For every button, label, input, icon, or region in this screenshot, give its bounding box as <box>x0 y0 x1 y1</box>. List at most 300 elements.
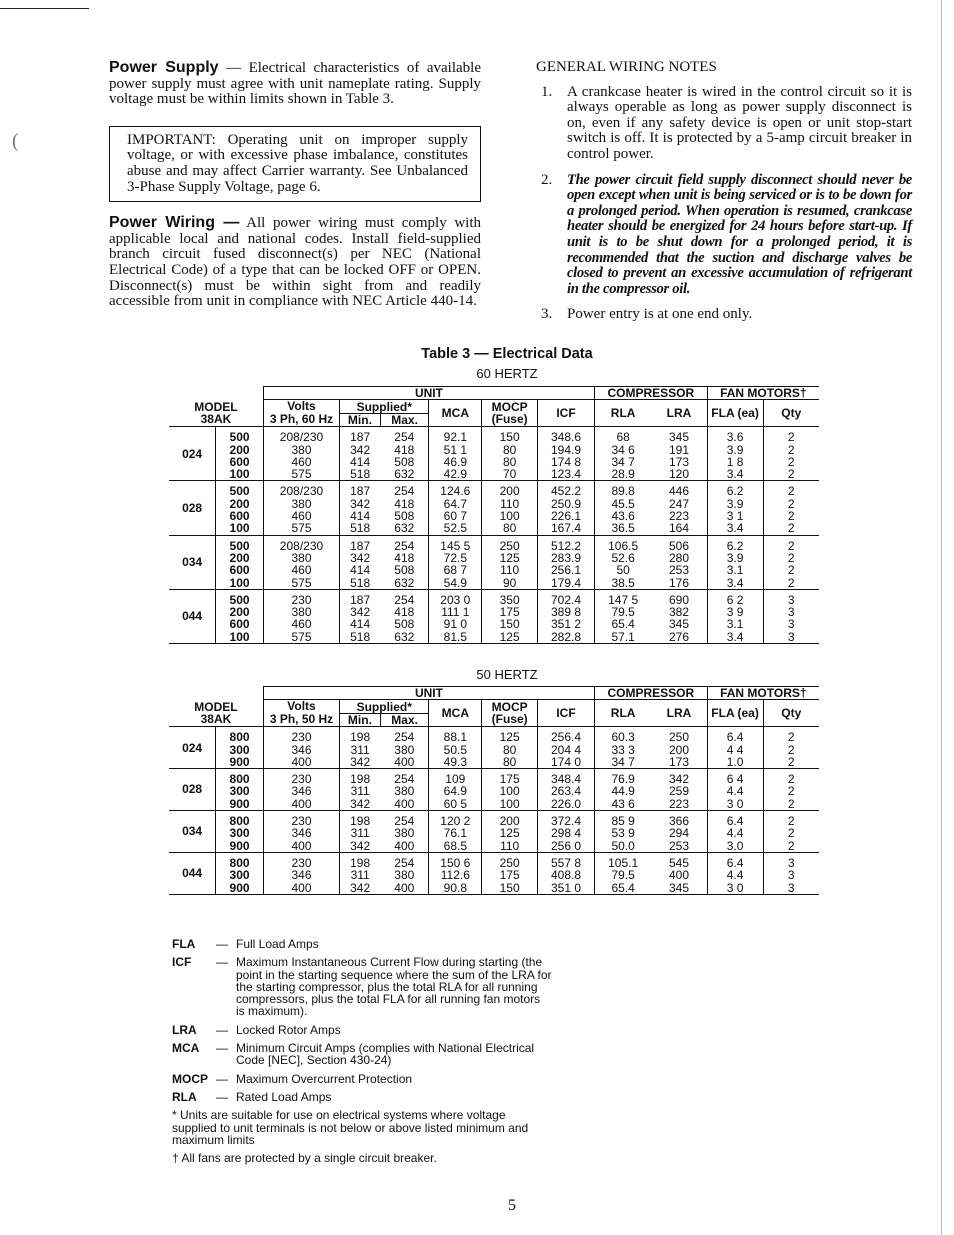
margin-mark: ( <box>12 130 19 152</box>
cell-value: 226.0 <box>550 796 582 811</box>
cell-value: 460 <box>291 454 312 469</box>
cell-value: 176 <box>668 575 689 590</box>
cell-value: 2 <box>787 430 795 445</box>
cell-value: 230 <box>291 814 312 829</box>
cell-value: 208/230 <box>279 538 324 553</box>
cell-value: 79.5 <box>611 868 635 883</box>
cell-value: 100 <box>499 784 520 799</box>
cell-value: 351 0 <box>550 880 582 895</box>
code-cell <box>216 589 264 643</box>
cell-value: 452.2 <box>550 484 582 499</box>
cell-value: 2 <box>787 484 795 499</box>
top-rule <box>0 8 89 9</box>
mocp-cell <box>482 481 538 535</box>
cell-value: 259 <box>668 784 689 799</box>
cell-value: 145 5 <box>440 538 471 553</box>
lra-cell <box>651 811 707 853</box>
icf-cell <box>538 481 595 535</box>
cell-value: 600 <box>229 563 250 578</box>
cell-value: 120 <box>668 467 689 482</box>
cell-value: 198 <box>350 730 371 745</box>
unit-header: UNIT <box>263 687 594 700</box>
cell-value: 254 <box>394 772 415 787</box>
cell-value: 2 <box>787 550 795 565</box>
cell-value: 366 <box>668 814 689 829</box>
fla-cell <box>707 769 763 811</box>
cell-value: 105.1 <box>608 855 639 870</box>
cell-value: 400 <box>394 796 415 811</box>
supplied-subheaders <box>340 414 428 426</box>
table-row <box>169 727 819 769</box>
cell-value: 60 5 <box>443 796 467 811</box>
cell-value: 600 <box>229 509 250 524</box>
cell-value: 230 <box>291 772 312 787</box>
mocp-sub: (Fuse) <box>491 712 528 727</box>
cell-value: 518 <box>350 521 371 536</box>
volts-sub: 3 Ph, 50 Hz <box>269 712 334 727</box>
cell-value: 342 <box>350 796 371 811</box>
cell-value: 38.5 <box>611 575 635 590</box>
cell-value: 3.1 <box>726 563 744 578</box>
cell-value: 125 <box>499 826 520 841</box>
cell-value: 6.4 <box>726 814 744 829</box>
cell-value: 76.1 <box>443 826 467 841</box>
cell-value: 256.1 <box>550 563 582 578</box>
volts-header <box>263 700 339 727</box>
note-number: 1. <box>541 83 553 100</box>
cell-value: 120 2 <box>440 814 471 829</box>
max-cell <box>380 811 429 853</box>
cell-value: 51 1 <box>443 442 467 457</box>
mca-cell <box>429 481 482 535</box>
page-number: 5 <box>508 1197 516 1214</box>
cell-value: 109 <box>445 772 466 787</box>
cell-value: 300 <box>229 868 250 883</box>
fla-header: FLA (ea) <box>707 700 763 727</box>
cell-value: 253 <box>668 563 689 578</box>
legend-key: FLA <box>172 937 196 951</box>
qty-cell <box>763 769 819 811</box>
note-text: A crankcase heater is wired in the control circuit so it is always operable as long as power supply disconnect is on, even if any safety device is open or unit stop-start switch is off. It is protected by a 5-amp circuit breaker in control power. <box>567 83 912 162</box>
cell-value: 300 <box>229 784 250 799</box>
cell-value: 164 <box>668 521 689 536</box>
max-cell <box>380 481 429 535</box>
cell-value: 545 <box>668 855 689 870</box>
qty-cell <box>763 535 819 589</box>
cell-value: 298 4 <box>550 826 582 841</box>
mocp-cell <box>482 535 538 589</box>
cell-value: 418 <box>394 605 415 620</box>
mca-header: MCA <box>429 700 482 727</box>
cell-value: 200 <box>229 605 250 620</box>
cell-value: 702.4 <box>550 592 582 607</box>
note-text: Power entry is at one end only. <box>567 306 753 323</box>
cell-value: 518 <box>350 629 371 644</box>
mocp-label: MOCP <box>491 400 528 415</box>
cell-value: 632 <box>394 629 415 644</box>
cell-value: 342 <box>350 550 371 565</box>
cell-value: 460 <box>291 509 312 524</box>
cell-value: 254 <box>394 592 415 607</box>
cell-value: 2 <box>787 563 795 578</box>
cell-value: 49.3 <box>443 754 467 769</box>
legend-dash: — <box>216 1041 228 1056</box>
cell-value: 389 8 <box>550 605 582 620</box>
compressor-header: COMPRESSOR <box>594 687 707 700</box>
cell-value: 351 2 <box>550 617 582 632</box>
cell-value: 380 <box>394 742 415 757</box>
cell-value: 512.2 <box>550 538 582 553</box>
cell-value: 187 <box>350 484 371 499</box>
mocp-cell <box>482 811 538 853</box>
lra-header: LRA <box>651 400 707 427</box>
fla-cell <box>707 811 763 853</box>
cell-value: 112.6 <box>440 868 470 883</box>
cell-value: 42.9 <box>443 467 467 482</box>
cell-value: 76.9 <box>611 772 635 787</box>
cell-value: 254 <box>394 814 415 829</box>
volts-label: Volts <box>287 399 316 414</box>
cell-value: 1 8 <box>726 454 744 469</box>
cell-value: 500 <box>229 538 250 553</box>
max-cell <box>380 427 429 481</box>
cell-value: 342 <box>350 496 371 511</box>
cell-value: 85 9 <box>611 814 635 829</box>
cell-value: 187 <box>350 430 371 445</box>
cell-value: 4.4 <box>726 826 744 841</box>
model-cell: 024 <box>169 727 216 769</box>
cell-value: 342 <box>350 880 371 895</box>
cell-value: 45.5 <box>611 496 635 511</box>
legend-text: Maximum Overcurrent Protection <box>236 1071 413 1086</box>
min-cell <box>340 481 381 535</box>
cell-value: 33 3 <box>611 742 635 757</box>
min-header: Min. <box>340 714 381 726</box>
legend-item <box>172 1024 552 1036</box>
cell-value: 380 <box>291 442 312 457</box>
cell-value: 400 <box>668 868 689 883</box>
cell-value: 167.4 <box>550 521 582 536</box>
cell-value: 506 <box>668 538 689 553</box>
fla-cell <box>707 589 763 643</box>
cell-value: 34 7 <box>611 454 635 469</box>
cell-value: 2 <box>787 496 795 511</box>
note-text: The power circuit field supply disconnect should never be open except when unit is being serviced or is to be down for a prolonged period. When operation is resumed, crankcase heater should be energized for 24 hours before start-up. If unit is to be shut down for a prolonged period, it is recommended that the suction and discharge valves be closed to prevent an excessive accumulation of refrigerant in the compressor oil. <box>567 171 912 297</box>
cell-value: 80 <box>502 521 517 536</box>
table-row <box>169 481 819 535</box>
cell-value: 65.4 <box>611 617 635 632</box>
cell-value: 230 <box>291 730 312 745</box>
cell-value: 3 <box>787 605 795 620</box>
cell-value: 900 <box>229 880 250 895</box>
legend-item <box>172 938 552 950</box>
cell-value: 311 <box>350 868 370 883</box>
cell-value: 6 4 <box>726 772 744 787</box>
table-row <box>169 811 819 853</box>
cell-value: 280 <box>668 550 689 565</box>
cell-value: 632 <box>394 521 415 536</box>
cell-value: 254 <box>394 430 415 445</box>
code-cell <box>216 852 264 894</box>
right-column <box>536 60 912 333</box>
code-cell <box>216 481 264 535</box>
cell-value: 518 <box>350 575 371 590</box>
footnote-star: * Units are suitable for use on electrical systems where voltage supplied to unit terminals is not below or above listed minimum and maximum limits <box>172 1108 529 1147</box>
cell-value: 250 <box>499 855 520 870</box>
power-wiring-paragraph <box>109 215 481 310</box>
cell-value: 400 <box>291 754 312 769</box>
max-cell <box>380 535 429 589</box>
cell-value: 64.7 <box>443 496 467 511</box>
code-cell <box>216 535 264 589</box>
rla-cell <box>594 589 651 643</box>
cell-value: 800 <box>229 855 250 870</box>
cell-value: 400 <box>394 838 415 853</box>
rla-cell <box>594 427 651 481</box>
cell-value: 1.0 <box>726 754 744 769</box>
legend-text: Full Load Amps <box>236 937 319 951</box>
cell-value: 150 <box>499 430 520 445</box>
cell-value: 54.9 <box>443 575 467 590</box>
cell-value: 173 <box>668 754 689 769</box>
cell-value: 3 9 <box>726 605 744 620</box>
cell-value: 256.4 <box>550 730 582 745</box>
supplied-label: Supplied* <box>340 401 428 414</box>
cell-value: 150 6 <box>440 855 471 870</box>
general-wiring-notes-title: GENERAL WIRING NOTES <box>536 59 717 75</box>
model-cell: 028 <box>169 769 216 811</box>
legend-key: MCA <box>172 1041 200 1056</box>
cell-value: 800 <box>229 772 250 787</box>
legend-item <box>172 1073 552 1085</box>
mca-cell <box>429 589 482 643</box>
lra-cell <box>651 427 707 481</box>
cell-value: 400 <box>394 880 415 895</box>
mocp-cell <box>482 727 538 769</box>
cell-value: 72.5 <box>443 550 467 565</box>
cell-value: 380 <box>291 605 312 620</box>
fla-header: FLA (ea) <box>707 400 763 427</box>
unit-header: UNIT <box>263 387 594 400</box>
legend-text: Minimum Circuit Amps (complies with National Electrical Code [NEC], Section 430-24) <box>236 1041 535 1068</box>
icf-header: ICF <box>538 400 595 427</box>
rla-cell <box>594 769 651 811</box>
cell-value: 125 <box>499 550 520 565</box>
max-header: Max. <box>391 712 418 727</box>
cell-value: 88.1 <box>443 730 467 745</box>
cell-value: 414 <box>350 563 371 578</box>
cell-value: 3 0 <box>726 796 744 811</box>
legend-key: MOCP <box>172 1071 208 1086</box>
rla-cell <box>594 535 651 589</box>
cell-value: 79.5 <box>611 605 635 620</box>
cell-value: 43 6 <box>611 796 635 811</box>
cell-value: 600 <box>229 617 250 632</box>
cell-value: 346 <box>291 742 312 757</box>
model-header-label: MODEL <box>194 699 238 714</box>
model-header <box>169 687 263 727</box>
cell-value: 230 <box>291 592 312 607</box>
volts-cell <box>263 589 339 643</box>
cell-value: 3 <box>787 868 795 883</box>
fla-cell <box>707 481 763 535</box>
cell-value: 60 7 <box>443 509 467 524</box>
cell-value: 263.4 <box>550 784 582 799</box>
cell-value: 247 <box>668 496 689 511</box>
icf-cell <box>538 727 595 769</box>
max-header: Max. <box>391 412 418 427</box>
cell-value: 110 <box>500 496 520 511</box>
rla-header: RLA <box>594 700 651 727</box>
qty-cell <box>763 811 819 853</box>
model-header-label: MODEL <box>194 399 238 414</box>
mocp-cell <box>482 769 538 811</box>
cell-value: 414 <box>350 454 371 469</box>
cell-value: 68 7 <box>443 563 467 578</box>
cell-value: 44.9 <box>611 784 635 799</box>
cell-value: 282.8 <box>550 629 582 644</box>
cell-value: 2 <box>787 730 795 745</box>
cell-value: 600 <box>229 454 250 469</box>
cell-value: 508 <box>394 563 415 578</box>
cell-value: 3.9 <box>726 496 744 511</box>
cell-value: 150 <box>499 617 520 632</box>
cell-value: 100 <box>229 629 250 644</box>
icf-cell <box>538 811 595 853</box>
cell-value: 300 <box>229 826 250 841</box>
cell-value: 80 <box>502 442 517 457</box>
fan-motors-header: FAN MOTORS† <box>707 387 819 400</box>
cell-value: 68 <box>616 430 630 445</box>
legend-list <box>172 938 552 1103</box>
rla-cell <box>594 811 651 853</box>
cell-value: 3 1 <box>726 509 744 524</box>
min-cell <box>340 535 381 589</box>
cell-value: 418 <box>394 442 415 457</box>
volts-header <box>263 400 339 427</box>
important-box: IMPORTANT: Operating unit on improper supply voltage, or with excessive phase imbalance, constitutes abuse and may affect Carrier warranty. See Unbalanced 3-Phase Supply Voltage, page 6. <box>109 126 481 202</box>
cell-value: 254 <box>394 730 415 745</box>
fan-motors-header: FAN MOTORS† <box>707 687 819 700</box>
mca-cell <box>429 769 482 811</box>
cell-value: 2 <box>787 814 795 829</box>
volts-cell <box>263 727 339 769</box>
cell-value: 372.4 <box>550 814 582 829</box>
cell-value: 557 8 <box>550 855 582 870</box>
lra-cell <box>651 535 707 589</box>
cell-value: 2 <box>787 575 795 590</box>
cell-value: 194.9 <box>550 442 582 457</box>
cell-value: 100 <box>229 575 250 590</box>
supplied-header <box>340 700 429 727</box>
cell-value: 100 <box>499 796 520 811</box>
mca-header: MCA <box>429 400 482 427</box>
mca-cell <box>429 811 482 853</box>
cell-value: 60.3 <box>611 730 635 745</box>
wiring-note <box>536 173 912 298</box>
cell-value: 575 <box>291 575 312 590</box>
max-cell <box>380 589 429 643</box>
cell-value: 200 <box>668 742 689 757</box>
mca-cell <box>429 535 482 589</box>
cell-value: 4.4 <box>726 868 744 883</box>
cell-value: 92.1 <box>443 430 467 445</box>
icf-cell <box>538 769 595 811</box>
page-edge <box>941 0 942 1235</box>
rla-cell <box>594 481 651 535</box>
cell-value: 342 <box>668 772 689 787</box>
cell-value: 3.4 <box>726 629 744 644</box>
model-cell: 044 <box>169 589 216 643</box>
cell-value: 276 <box>668 629 689 644</box>
min-cell <box>340 769 381 811</box>
cell-value: 342 <box>350 605 371 620</box>
lra-cell <box>651 852 707 894</box>
cell-value: 460 <box>291 617 312 632</box>
cell-value: 200 <box>499 484 520 499</box>
footnote-dagger: † All fans are protected by a single circuit breaker. <box>172 1151 437 1166</box>
lra-cell <box>651 589 707 643</box>
cell-value: 3.4 <box>726 521 744 536</box>
cell-value: 380 <box>291 550 312 565</box>
cell-value: 311 <box>350 826 370 841</box>
rla-cell <box>594 852 651 894</box>
mocp-header <box>482 400 538 427</box>
note-number: 3. <box>541 306 553 323</box>
table-row <box>169 535 819 589</box>
electrical-data-table-60hz <box>169 386 819 644</box>
cell-value: 2 <box>787 826 795 841</box>
min-cell <box>340 811 381 853</box>
mocp-header <box>482 700 538 727</box>
cell-value: 3.4 <box>726 467 744 482</box>
cell-value: 53 9 <box>611 826 635 841</box>
cell-value: 518 <box>350 467 371 482</box>
wiring-note <box>536 85 912 163</box>
cell-value: 2 <box>787 509 795 524</box>
qty-cell <box>763 481 819 535</box>
cell-value: 900 <box>229 754 250 769</box>
mca-cell <box>429 727 482 769</box>
fla-cell <box>707 535 763 589</box>
cell-value: 254 <box>394 484 415 499</box>
cell-value: 345 <box>668 880 689 895</box>
cell-value: 350 <box>499 592 520 607</box>
cell-value: 125 <box>499 730 520 745</box>
cell-value: 90.8 <box>443 880 467 895</box>
cell-value: 175 <box>499 772 520 787</box>
cell-value: 52.5 <box>443 521 467 536</box>
cell-value: 283.9 <box>550 550 582 565</box>
power-wiring-text: All power wiring must comply with applicable local and national codes. Install field-supplied branch circuit fused disconnect(s) per NEC (National Electrical Code) of a type that can be locked OFF or OPEN. Disconnect(s) must be within sight from and readily accessible from unit in compliance with NEC Article 440-14. <box>109 215 482 310</box>
cell-value: 50.5 <box>443 742 467 757</box>
fla-cell <box>707 427 763 481</box>
cell-value: 294 <box>668 826 689 841</box>
qty-cell <box>763 852 819 894</box>
cell-value: 2 <box>787 754 795 769</box>
cell-value: 254 <box>394 855 415 870</box>
cell-value: 36.5 <box>611 521 635 536</box>
qty-cell <box>763 427 819 481</box>
cell-value: 256 0 <box>550 838 582 853</box>
cell-value: 250 <box>499 538 520 553</box>
cell-value: 200 <box>229 496 250 511</box>
wiring-note <box>536 307 912 323</box>
cell-value: 50 <box>616 563 630 578</box>
cell-value: 89.8 <box>611 484 635 499</box>
cell-value: 500 <box>229 430 250 445</box>
cell-value: 250.9 <box>550 496 582 511</box>
